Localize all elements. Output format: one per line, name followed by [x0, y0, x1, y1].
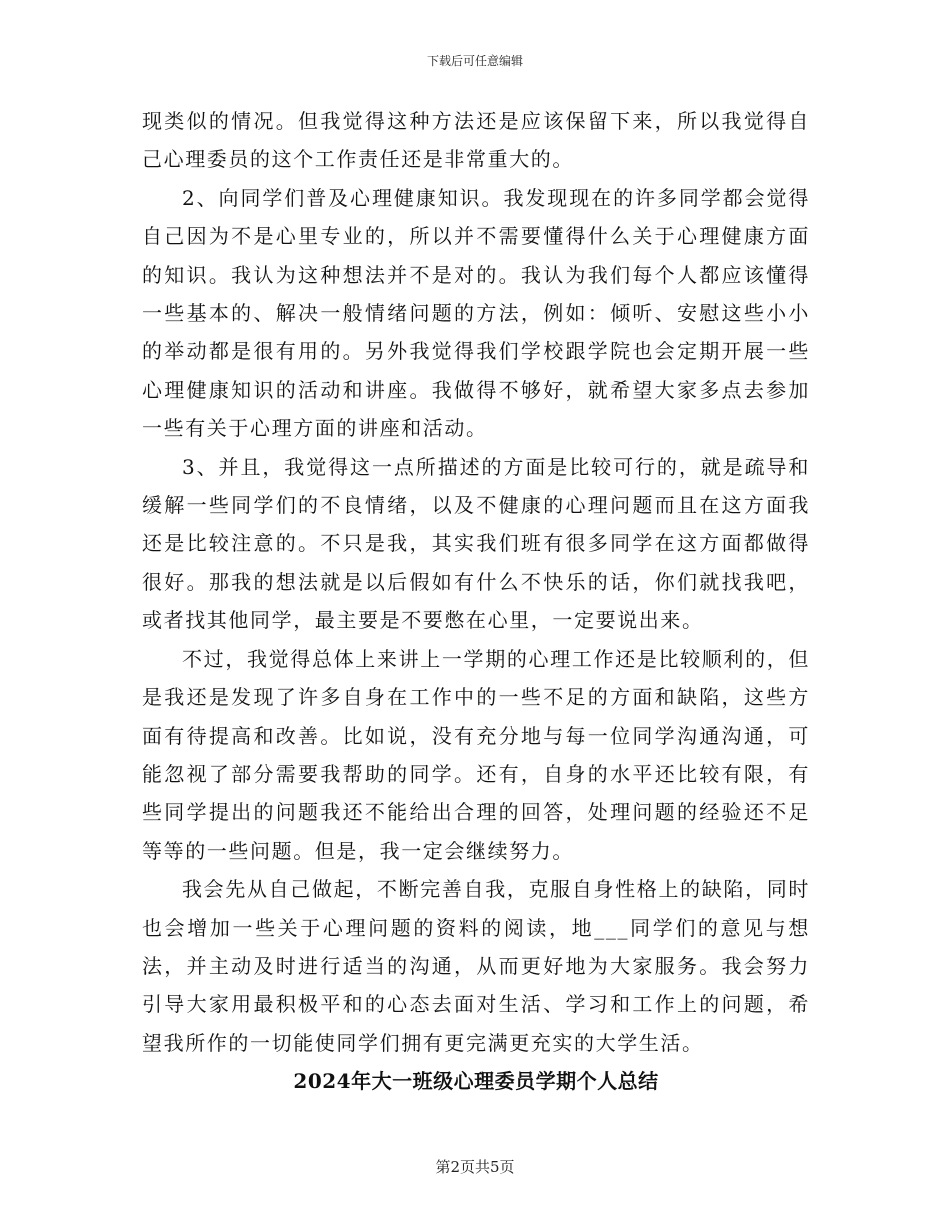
paragraph-item-3: 3、并且，我觉得这一点所描述的方面是比较可行的，就是疏导和缓解一些同学们的不良情绪，以及不健康的心理问题而且在这方面我还是比较注意的。不只是我，其实我们班有很多同学在这方面都做得很好。那我的想法就是以后假如有什么不快乐的话，你们就找我吧，或者找其他同学，最主要是不要憋在心里，一定要说出来。: [142, 454, 810, 633]
paragraph-plans: 我会先从自己做起，不断完善自我，克服自身性格上的缺陷，同时也会增加一些关于心理问题的资料的阅读，地___同学们的意见与想法，并主动及时进行适当的沟通，从而更好地为大家服务。我会努力引导大家用最积极平和的心态去面对生活、学习和工作上的问题，希望我所作的一切能使同学们拥有更完满更充实的大学生活。: [142, 877, 810, 1055]
paragraph-shortcomings: 不过，我觉得总体上来讲上一学期的心理工作还是比较顺利的，但是我还是发现了许多自身在工作中的一些不足的方面和缺陷，这些方面有待提高和改善。比如说，没有充分地与每一位同学沟通沟通，可能忽视了部分需要我帮助的同学。还有，自身的水平还比较有限，有些同学提出的问题我还不能给出合理的回答，处理问题的经验还不足等等的一些问题。但是，我一定会继续努力。: [142, 646, 810, 863]
paragraph-continuation: 现类似的情况。但我觉得这种方法还是应该保留下来，所以我觉得自己心理委员的这个工作责任还是非常重大的。: [142, 109, 810, 172]
page-number: 第2页共5页: [435, 1158, 515, 1176]
page-header-note: 下载后可任意编辑: [426, 54, 523, 68]
document-body: [142, 102, 810, 1101]
paragraph-item-2: 2、向同学们普及心理健康知识。我发现现在的许多同学都会觉得自己因为不是心里专业的，所以并不需要懂得什么关于心理健康方面的知识。我认为这种想法并不是对的。我认为我们每个人都应该懂得一些基本的、解决一般情绪问题的方法，例如：倾听、安慰这些小小的举动都是很有用的。另外我觉得我们学校跟学院也会定期开展一些心理健康知识的活动和讲座。我做得不够好，就希望大家多点去参加一些有关于心理方面的讲座和活动。: [142, 185, 810, 441]
document-title: 2024年大一班级心理委员学期个人总结: [293, 1069, 659, 1094]
